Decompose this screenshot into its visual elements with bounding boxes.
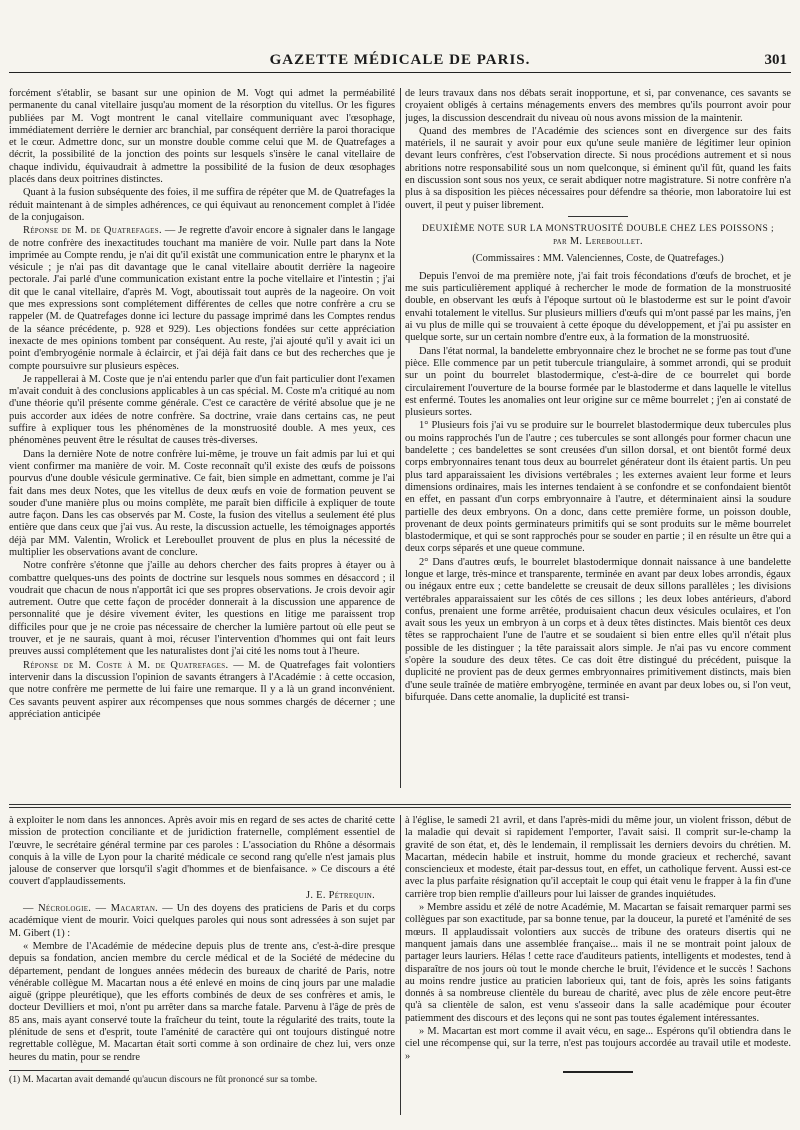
- upper-section: [9, 88, 791, 788]
- paragraph: » Membre assidu et zélé de notre Académie, M. Macartan se faisait remarquer parmi ses collègues par son exactitude, par sa bonne tenue, par la douceur, la pureté et l'aménité de ses mœurs. Il applaudissait volontiers aux succès de tribune des orateurs disertis qui ne manquent jamais dans une assemblée française... mais il ne se montrait point jaloux de partager leurs lauriers. Hélas ! cette race d'auditeurs patients, intelligents et modestes, tend à disparaître de nos jours où tout le monde cherche le bruit, l'évidence et le succès ! Sachons au moins rendre justice au praticien laborieux qui, tant de fois, après les soins fatigants donnés à sa nombreuse clientèle du bureau de charité, avec plus de zèle encore peut-être qu'à sa clientèle de salon, est venu s'asseoir dans la salle académique pour écouter patiemment des discours et des leçons qui ne sont pas toutes également intéressantes.: [405, 902, 791, 1024]
- paragraph: 1° Plusieurs fois j'ai vu se produire sur le bourrelet blastodermique deux tubercules plus ou moins rapprochés l'un de l'autre ; ces tubercules se sont allongés pour former chacun une bandelette ; ces bandelettes se sont creusées d'un sillon dorsal, et ont bientôt formé deux corps embryonnaires tenant tous deux au bourrelet générateur dont ils étaient partis. Un peu plus tard apparaissaient les divisions vertébrales ; les externes avaient leur forme et leurs dimensions ordinaires, mais les internes tendaient à se confondre et se confondaient bientôt en effet, en passant d'un corps embryonnaire à l'autre, et déterminaient ainsi la soudure partielle des deux embryons. On a donc, dans cette première forme, un poisson double, provenant de deux points germinateurs primitifs qui se sont produits sur le même bourrelet blastodermique, et qui se sont rapprochés pour se souder en partie ; il en résulte un être qui a deux corps séparés et une queue commune.: [405, 420, 791, 555]
- section-rule: [9, 807, 791, 808]
- paragraph: Depuis l'envoi de ma première note, j'ai fait trois fécondations d'œufs de brochet, et je me suis particulièrement appliqué à rechercher le mode de formation de la monstruosité double, en observant les œufs à l'époque surtout où le blastoderme est sur le point d'avoir envahi totalement le vitellus. Sur plusieurs milliers d'œufs qui m'ont passé par les mains, j'en ai vu plus de mille qui se trouvaient à cette époque du développement, et j'ai pu assister en quelque sorte, sur un certain nombre d'entre eux, à la formation de la monstruosité.: [405, 270, 791, 344]
- upper-left-column: [9, 88, 395, 788]
- lower-section: [9, 815, 791, 1115]
- paragraph: Réponse de M. de Quatrefages. — Je regrette d'avoir encore à signaler dans le langage de notre confrère des inexactitudes touchant ma manière de voir. Nulle part dans la Note imprimée au Compte rendu, je n'ai dit qu'il existât une communication entre le pharynx et la vésicule ; je n'ai pas dit davantage que le canal vitellaire aboutit derrière la nageoire pectorale. J'ai parlé d'une communication existant entre la poche vitellaire et l'intestin ; j'ai dit que le canal vitellaire, d'après M. Vogt, aboutissait tout auprès de la nageoire. On voit que mes expressions sont complétement différentes de celles que notre confrère a cru se rappeler (M. de Quatrefages donne ici lecture du passage imprimé dans les Comptes rendus de la séance précédente, p. 928 et 929). Les objections fondées sur cette appréciation inexacte de mes opinions tombent par conséquent. Au reste, j'ai ajouté qu'il y avait ici un point d'embryogénie normale à éclaircir, et j'ai déjà fait dans ce but des recherches que je compte poursuivre sur plusieurs espèces.: [9, 225, 395, 372]
- paragraph: Je rappellerai à M. Coste que je n'ai entendu parler que d'un fait particulier dont l'examen m'avait conduit à des conclusions applicables à un cas spécial. M. Coste m'a critiqué au nom d'une théorie qu'il présente comme générale. C'est ce caractère de vérité absolue que je ne puis accorder aux idées de notre confrère. Sa doctrine, vraie dans certains cas, ne peut suffire à expliquer tous les phénomènes de la monstruosité double. A mes yeux, ces phénomènes peuvent être le résultat de causes très-diverses.: [9, 373, 395, 447]
- lower-left-column: [9, 815, 395, 1115]
- paragraph: Quant à la fusion subséquente des foies, il me suffira de répéter que M. de Quatrefages la réduit maintenant à de simples adhérences, ce qui équivaut au renoncement complet à l'idée de la conjugaison.: [9, 187, 395, 223]
- paragraph: Notre confrère s'étonne que j'aille au dehors chercher des faits propres à étayer ou à combattre quelques-uns des points de doctrine sur lesquels nous sommes en désaccord ; il voudrait que chacun de nous n'apportât ici que ses propres observations. Je crois devoir agir autrement. Outre que cette façon de procéder donnerait à la discussion une apparence de personnalité que je désire vivement éviter, les questions en litige me paraissent trop difficiles pour que je ne croie pas nécessaire de chercher la lumière partout où elle peut se trouver, et je ne saurais, quant à moi, récuser l'intervention d'hommes qui ont fait leurs preuves aussi complétement que les naturalistes dont j'ai cité les noms tout à l'heure.: [9, 560, 395, 658]
- note-title: DEUXIÈME NOTE SUR LA MONSTRUOSITÉ DOUBLE CHEZ LES POISSONS ;: [421, 223, 775, 234]
- paragraph: forcément s'établir, se basant sur une opinion de M. Vogt qui admet la perméabilité permanente du canal vitellaire jusqu'au moment de la résorption du vitellus. Or les figures publiées par M. Vogt montrent le canal vitellaire communiquant avec l'œsophage, immédiatement derrière le dernier arc branchial, par conséquent derrière la paroi thoracique et le cœur. Admettre donc, sur un monstre double comme celui que M. de Quatrefages a décrit, la possibilité de la jonction des points sur lesquels s'insère le canal vitellaire de chaque individu, équivaudrait à admettre la possibilité de la fusion de deux œsophages placés dans deux poitrines distinctes.: [9, 88, 395, 186]
- paragraph: « Membre de l'Académie de médecine depuis plus de trente ans, c'est-à-dire presque depuis sa fondation, ancien membre du cercle médical et de la Société de médecine du département, pendant de longues années médecin des bureaux de charité de Paris, notre vénérable collègue M. Macartan nous a été enlevé en moins de cinq jours par une maladie aiguë (grippe pleurétique), que les efforts combinés de deux de ses confrères et amis, le docteur Devilliers et moi, n'ont pu arrêter dans sa marche fatale. Parvenu à l'âge de près de 85 ans, mais ayant conservé toute la fraîcheur du teint, toute la régularité des traits, toute la plénitude de sens et d'esprit, toute l'aménité de caractère qui ont toujours distingué notre regrettable collègue, M. Macartan était sorti comme à son ordinaire de chez lui, vers onze heures du matin, pour se rendre: [9, 940, 395, 1063]
- paragraph: — Nécrologie. — Macartan. — Un des doyens des praticiens de Paris et du corps académique vient de mourir. Voici quelques paroles qui nous sont adressées à son sujet par M. Gibert (1) :: [9, 903, 395, 939]
- section-rule: [9, 804, 791, 805]
- commissaires: (Commissaires : MM. Valenciennes, Coste, de Quatrefages.): [472, 252, 724, 264]
- signature: J. E. Pétrequin.: [306, 889, 375, 901]
- end-rule: [563, 1071, 633, 1073]
- paragraph: Quand des membres de l'Académie des sciences sont en divergence sur des faits matériels, il ne saurait y avoir pour eux qu'une seule manière de légitimer leur opinion devant leurs confrères, c'est l'observation directe. Si nous procédions autrement et si nous abritions notre responsabilité sous un nom quelconque, si éminent qu'il fût, quand les faits en discussion sont sous nos yeux, ce serait abdiquer notre magistrature. Si notre confrère n'a plus à sa disposition les pièces nécessaires pour défendre sa théorie, mon laboratoire lui est ouvert, il peut y puiser librement.: [405, 125, 791, 211]
- page-header: [9, 50, 791, 73]
- paragraph: 2° Dans d'autres œufs, le bourrelet blastodermique donnait naissance à une bandelette longue et large, très-mince et transparente, terminée en avant par deux lobes arrondis, égaux ou inégaux entre eux ; cette bandelette se creusait de deux sillons parallèles ; les divisions vertébrales apparaissaient sur les côtés de ces sillons ; les deux lobes antérieurs, d'abord confus, prenaient une forme arrêtée, produisaient chacun deux vésicules oculaires, et l'on avait sous les yeux un embryon à un corps et à deux têtes distinctes. Mais bientôt ces deux têtes se rapprochaient l'une de l'autre et se soudaient si bien entre elles qu'il n'était plus possible de les distinguer ; la tête paraissait alors simple. Je n'ai pas vu encore comment s'opère la soudure des deux têtes. Ce cas doit être distingué du précédent, puisque la duplicité ne provient pas de deux germes embryonnaires primitivement distincts, mais bien d'une seule traînée de matière embryogène, terminée en avant par deux lobes ou, si l'on veut, bifurquée. Dans cette anomalie, la duplicité est transi-: [405, 556, 791, 703]
- paragraph: Réponse de M. Coste à M. de Quatrefages. — M. de Quatrefages fait volontiers intervenir dans la discussion l'opinion de savants étrangers à l'Académie : à cette occasion, que notre confrère me permette de lui faire une remarque. Il y a là un grand inconvénient. Ces savants peuvent aspirer aux récompenses que nous sommes chargés de décerner ; une appréciation anticipée: [9, 659, 395, 720]
- paragraph: » M. Macartan est mort comme il avait vécu, en sage... Espérons qu'il obtiendra dans le ciel une récompense qui, sur la terre, n'est pas toujours accordée au travail utile et modeste. »: [405, 1026, 791, 1062]
- footnote-rule: [9, 1070, 129, 1071]
- reply-heading: Réponse de M. de Quatrefages.: [23, 225, 162, 237]
- page-number: 301: [764, 52, 787, 68]
- paragraph: à l'église, le samedi 21 avril, et dans l'après-midi du même jour, un violent frisson, début de la maladie qui devait si rapidement l'emporter, l'avait saisi. Il comprit sur-le-champ la gravité de son état, et, dès le lendemain, il remplissait les derniers devoirs du chrétien. M. Macartan, médecin habile et instruit, homme du monde gracieux et recherché, savant consciencieux et modeste, était par-dessus tout, en effet, un catholique fervent. Aussi est-ce avec la plus parfaite résignation qu'il acceptait le coup qui était venu le frapper à la fin d'une carrière trop bien remplie d'ailleurs pour lui laisser de grandes inquiétudes.: [405, 815, 791, 900]
- running-title: GAZETTE MÉDICALE DE PARIS.: [269, 52, 531, 68]
- upper-right-column: [405, 88, 791, 788]
- reply-heading: Réponse de M. Coste à M. de Quatrefages.: [23, 659, 229, 671]
- obituary-heading: — Nécrologie. — Macartan.: [23, 903, 159, 915]
- column-divider: [400, 815, 401, 1115]
- section-divider: [568, 216, 628, 217]
- footnote: (1) M. Macartan avait demandé qu'aucun discours ne fût prononcé sur sa tombe.: [9, 1073, 318, 1085]
- paragraph: Dans la dernière Note de notre confrère lui-même, je trouve un fait admis par lui et qui vient confirmer ma manière de voir. M. Coste reconnaît qu'il existe des œufs de poissons pourvus d'une double vésicule germinative. Ce fait, bien simple en admettant, comme je l'ai fait dans mes deux Notes, que les vitellus de deux œufs en voie de formation peuvent se souder d'une manière plus ou moins complète, me paraît bien difficile à expliquer de toute autre façon. Dans les cas observés par M. Coste, la fusion des vitellus a seulement été plus entière que dans ceux que j'ai vus. Au reste, la discussion actuelle, les témoignages apportés déjà par MM. Valentin, Wrolick et Lereboullet prouvent de plus en plus la nécessité de multiplier les observations avant de conclure.: [9, 448, 395, 558]
- paragraph: Dans l'état normal, la bandelette embryonnaire chez le brochet ne se forme pas tout d'une pièce. Elle commence par un petit tubercule triangulaire, à sommet arrondi, qui se produit sur un point du bourrelet blastodermique, c'est-à-dire de ce bourrelet qui borde circulairement l'ouverture de la bourse formée par le blastoderme et dans laquelle le vitellus est enfermé. Toutes les anomalies ont leur origine sur ce même bourrelet ; j'en ai constaté de plusieurs sortes.: [405, 345, 791, 419]
- note-author: par M. Lereboullet.: [553, 236, 643, 248]
- paragraph: à exploiter le nom dans les annonces. Après avoir mis en regard de ses actes de charité cette mission de protection conciliante et de juridiction fraternelle, complément essentiel de l'œuvre, le secrétaire général termine par ces paroles : L'association du Rhône a désormais conquis à la ville de Lyon pour la charité médicale ce second rang qu'elle n'est jamais plus jalouse de conserver que lorsqu'il s'agit d'hommes et de bienfaisance. » Ce discours a été couvert d'applaudissements.: [9, 815, 395, 888]
- paragraph: de leurs travaux dans nos débats serait inopportune, et si, par convenance, ces savants se croyaient obligés à certains ménagements envers des membres qu'ils pourront avoir pour juges, la discussion descendrait du niveau où nous avons mission de la maintenir.: [405, 88, 791, 124]
- lower-right-column: [405, 815, 791, 1115]
- column-divider: [400, 88, 401, 788]
